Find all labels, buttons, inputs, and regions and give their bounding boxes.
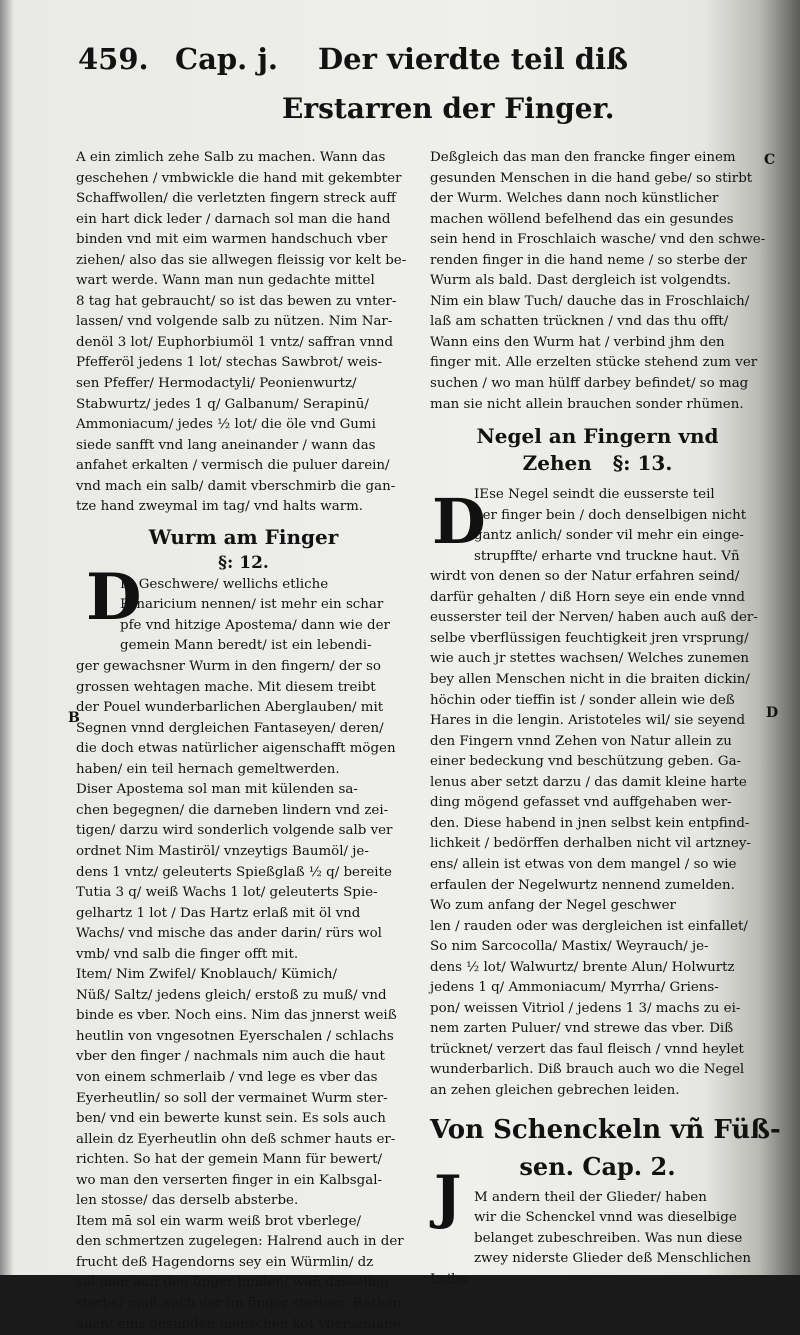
text-line: wirdt von denen so der Natur erfahren seind/ (430, 569, 740, 585)
text-line: Panaricium nennen/ ist mehr ein schar (120, 597, 384, 613)
section-subtitle-cap2: sen. Cap. 2. (519, 1151, 676, 1181)
page-heading: Erstarren der Finger. (282, 92, 615, 125)
paragraph-block (76, 148, 411, 518)
text-line: tze hand zweymal im tag/ vnd halts warm. (76, 499, 364, 515)
text-line: gantz anlich/ sonder vil mehr ein einge- (474, 528, 744, 544)
text-line: Ammoniacum/ jedes ½ lot/ die öle vnd Gumi (76, 417, 376, 433)
text-line: vmb/ vnd salb die finger offt mit. (76, 946, 299, 962)
text-line: ein hart dick leder / darnach sol man die hand (76, 211, 391, 227)
text-line: Leibs (430, 1271, 467, 1287)
text-line: Pfefferöl jedens 1 lot/ stechas Sawbrot/ weis- (76, 355, 383, 371)
text-line: sterbe/ muß auch der im finger sterben. Rathen (76, 1295, 402, 1311)
text-line: chen begegnen/ die darneben lindern vnd zei- (76, 802, 389, 818)
left-column (76, 148, 411, 1335)
text-line: siede sanfft vnd lang aneinander / wann das (76, 437, 376, 453)
text-line: wo man den verserten finger in ein Kalbsgal- (76, 1172, 383, 1188)
text-line: an zehen gleichen gebrechen leiden. (430, 1082, 680, 1098)
text-line: wir die Schenckel vnnd was dieselbige (474, 1210, 737, 1226)
text-line: den Fingern vnnd Zehen von Natur allein zu (430, 733, 732, 749)
text-line: sen Pfeffer/ Hermodactyli/ Peonienwurtz/ (76, 376, 357, 392)
text-line: der Wurm. Welches dann noch künstlicher (430, 191, 719, 207)
chapter-label: Cap. j. (175, 42, 278, 76)
text-line: Wo zum anfang der Negel geschwer (430, 898, 676, 914)
text-line: man sie nicht allein brauchen sonder rhümen. (430, 396, 744, 412)
text-line: den schmertzen zugelegen: Halrend auch in der (76, 1234, 404, 1250)
section-title-schenckeln: Von Schenckeln vñ Füß- (430, 1114, 781, 1145)
text-line: IS Geschwere/ wellichs etliche (120, 576, 329, 592)
text-line: Schaffwollen/ die verletzten fingern streck auff (76, 191, 396, 207)
text-line: richten. So hat der gemein Mann für bewert/ (76, 1152, 383, 1168)
text-line: pfe vnd hitzige Apostema/ dann wie der (120, 617, 390, 633)
text-line: ger gewachsner Wurm in den fingern/ der so (76, 659, 381, 675)
text-line: trücknet/ verzert das faul fleisch / vnnd heylet (430, 1041, 744, 1057)
text-line: gelhartz 1 lot / Das Hartz erlaß mit öl vnd (76, 905, 361, 921)
text-line: grossen wehtagen mache. Mit diesem treibt (76, 679, 376, 695)
text-line: auch/ eins gesunden menschen kot vberschlahe. (76, 1316, 405, 1332)
text-line: Nim ein blaw Tuch/ dauche das in Froschlaich/ (430, 293, 750, 309)
paragraph-block (430, 148, 765, 415)
text-line: ziehen/ also das sie allwegen fleissig vor kelt be- (76, 252, 407, 268)
text-line: jedens 1 q/ Ammoniacum/ Myrrha/ Griens- (430, 980, 719, 996)
text-line: machen wöllend befelhend das ein gesundes (430, 211, 734, 227)
text-line: belanget zubeschreiben. Was nun diese (474, 1230, 743, 1246)
text-line: ens/ allein ist etwas von dem mangel / so wie (430, 856, 737, 872)
text-line: ben/ vnd ein bewerte kunst sein. Es sols auch (76, 1111, 386, 1127)
drop-cap-i: J (434, 1163, 462, 1231)
text-line: den. Diese habend in jnen selbst kein entpfind- (430, 815, 750, 831)
text-line: Wurm als bald. Dast dergleich ist volgendts. (430, 273, 731, 289)
section-number-12: §: 12. (218, 552, 269, 573)
text-line: suchen / wo man hülff darbey befindet/ so mag (430, 376, 749, 392)
text-line: anfahet erkalten / vermisch die puluer darein/ (76, 458, 390, 474)
text-line: binde es vber. Noch eins. Nim das jnnerst weiß (76, 1008, 397, 1024)
section-title-negel: Negel an Fingern vnd (476, 424, 719, 449)
text-line: renden finger in die hand neme / so sterbe der (430, 252, 747, 268)
text-line: A ein zimlich zehe Salb zu machen. Wann das (76, 150, 386, 165)
text-line: selbe vberflüssigen feuchtigkeit jren vrsprung/ (430, 630, 749, 646)
running-title: Der vierdte teil diß (318, 42, 629, 76)
text-line: Segnen vnnd dergleichen Fantaseyen/ deren/ (76, 720, 384, 736)
text-line: vber den finger / nachmals nim auch die haut (76, 1049, 385, 1065)
text-line: gemein Mann beredt/ ist ein lebendi- (120, 638, 372, 654)
text-line: ding mögend gefasset vnd auffgehaben wer- (430, 795, 732, 811)
text-line: eusserster teil der Nerven/ haben auch auß der- (430, 610, 758, 626)
right-column (430, 148, 781, 1290)
text-line: heutlin von vngesotnen Eyerschalen / schlachs (76, 1028, 394, 1044)
text-line: len stosse/ das derselb absterbe. (76, 1193, 299, 1209)
margin-mark-c: C (764, 152, 776, 168)
text-line: gesunden Menschen in die hand gebe/ so stirbt (430, 170, 753, 186)
text-line: 8 tag hat gebraucht/ so ist das bewen zu vnter- (76, 293, 397, 309)
text-line: Item mā sol ein warm weiß brot vberlege/ (76, 1213, 362, 1229)
text-line: zwey niderste Glieder deß Menschlichen (474, 1251, 752, 1267)
text-line: Wann eins den Wurm hat / verbind jhm den (430, 334, 725, 350)
text-line: Tutia 3 q/ weiß Wachs 1 lot/ geleuterts Spie- (76, 885, 378, 901)
text-line: strupffte/ erharte vnd truckne haut. Vñ (474, 548, 740, 564)
text-line: lichkeit / bedörffen derhalben nicht vil artzney- (430, 836, 751, 852)
text-line: IEse Negel seindt die eusserste teil (474, 487, 715, 503)
text-line: allein dz Eyerheutlin ohn deß schmer hauts er- (76, 1131, 396, 1147)
text-line: höchin oder tieffin ist / sonder allein wie deß (430, 692, 735, 708)
text-line: So nim Sarcocolla/ Mastix/ Weyrauch/ je- (430, 939, 709, 955)
drop-cap-d-right: D (432, 485, 486, 558)
text-line: dens ½ lot/ Walwurtz/ brente Alun/ Holwurtz (430, 959, 735, 975)
paragraph-block-indented (430, 485, 765, 1101)
text-line: Stabwurtz/ jedes 1 q/ Galbanum/ Serapinū/ (76, 396, 369, 412)
text-line: von einem schmerlaib / vnd lege es vber das (76, 1069, 378, 1085)
margin-mark-b: B (68, 710, 80, 726)
text-line: der Pouel wunderbarlichen Aberglauben/ mit (76, 700, 384, 716)
text-line: lenus aber setzt darzu / das damit kleine harte (430, 774, 747, 790)
text-line: finger mit. Alle erzelten stücke stehend zum ver (430, 355, 758, 371)
text-line: Item/ Nim Zwifel/ Knoblauch/ Kümich/ (76, 967, 337, 983)
text-line: sein hend in Froschlaich wasche/ vnd den schwe- (430, 232, 766, 248)
paragraph-block-indented (430, 1188, 765, 1291)
text-line: einer bedeckung vnd beschützung geben. Ga- (430, 754, 742, 770)
text-line: binden vnd mit eim warmen handschuch vber (76, 232, 388, 248)
text-line: frucht deß Hagendorns sey ein Würmlin/ dz (76, 1254, 374, 1270)
text-line: len / rauden oder was dergleichen ist einfallet/ (430, 918, 748, 934)
text-line: wunderbarlich. Diß brauch auch wo die Negel (430, 1062, 745, 1078)
text-line: vnd mach ein salb/ damit vberschmirb die gan- (76, 478, 396, 494)
text-line: Wachs/ vnd mische das ander darin/ rürs wol (76, 926, 382, 942)
text-line: Nüß/ Saltz/ jedens gleich/ erstoß zu muß/ vnd (76, 987, 387, 1003)
text-line: tigen/ darzu wird sonderlich volgende salb ver (76, 823, 393, 839)
text-line: dens 1 vntz/ geleuterts Spießglaß ½ q/ bereite (76, 864, 392, 880)
text-line: darfür gehalten / diß Horn seye ein ende vnnd (430, 589, 745, 605)
text-line: pon/ weissen Vitriol / jedens 1 3/ machs zu ei- (430, 1000, 741, 1016)
text-line: bey allen Menschen nicht in die braiten dickin/ (430, 672, 750, 688)
text-line: die doch etwas natürlicher aigenschafft mögen (76, 741, 396, 757)
paragraph-block-indented (76, 575, 411, 1335)
text-line: lassen/ vnd volgende salb zu nützen. Nim Nar- (76, 314, 393, 330)
text-line: denöl 3 lot/ Euphorbiumöl 1 vntz/ saffran vnnd (76, 334, 394, 350)
text-line: Hares in die lengin. Aristoteles wil/ sie seyend (430, 713, 746, 729)
drop-cap-d-left: D (86, 560, 142, 635)
text-line: Deßgleich das man den francke finger einem (430, 150, 736, 165)
text-line: der finger bein / doch denselbigen nicht (474, 507, 747, 523)
page-number: 459. (78, 42, 149, 76)
text-line: M andern theil der Glieder/ haben (474, 1189, 707, 1205)
text-line: Eyerheutlin/ so soll der vermainet Wurm ster- (76, 1090, 388, 1106)
text-line: geschehen / vmbwickle die hand mit gekembter (76, 170, 402, 186)
text-line: Diser Apostema sol man mit külenden sa- (76, 782, 358, 798)
text-line: wart werde. Wann man nun gedachte mittel (76, 273, 375, 289)
text-line: laß am schatten trücknen / vnd das thu offt/ (430, 314, 729, 330)
text-line: erfaulen der Negelwurtz nennend zumelden. (430, 877, 735, 893)
text-line: nem zarten Puluer/ vnd strewe das vber. Diß (430, 1021, 734, 1037)
text-line: haben/ ein teil hernach gemeltwerden. (76, 761, 340, 777)
margin-mark-d: D (766, 705, 779, 721)
text-line: ordnet Nim Mastiröl/ vnzeytigs Baumöl/ je- (76, 843, 369, 859)
section-subtitle-zehen: Zehen §: 13. (522, 451, 673, 476)
text-line: wie auch jr stettes wachsen/ Welches zunemen (430, 651, 750, 667)
section-title-wurm: Wurm am Finger (148, 524, 339, 549)
text-line: sol man auff den finger binden/ wañ dasselbig (76, 1275, 390, 1291)
